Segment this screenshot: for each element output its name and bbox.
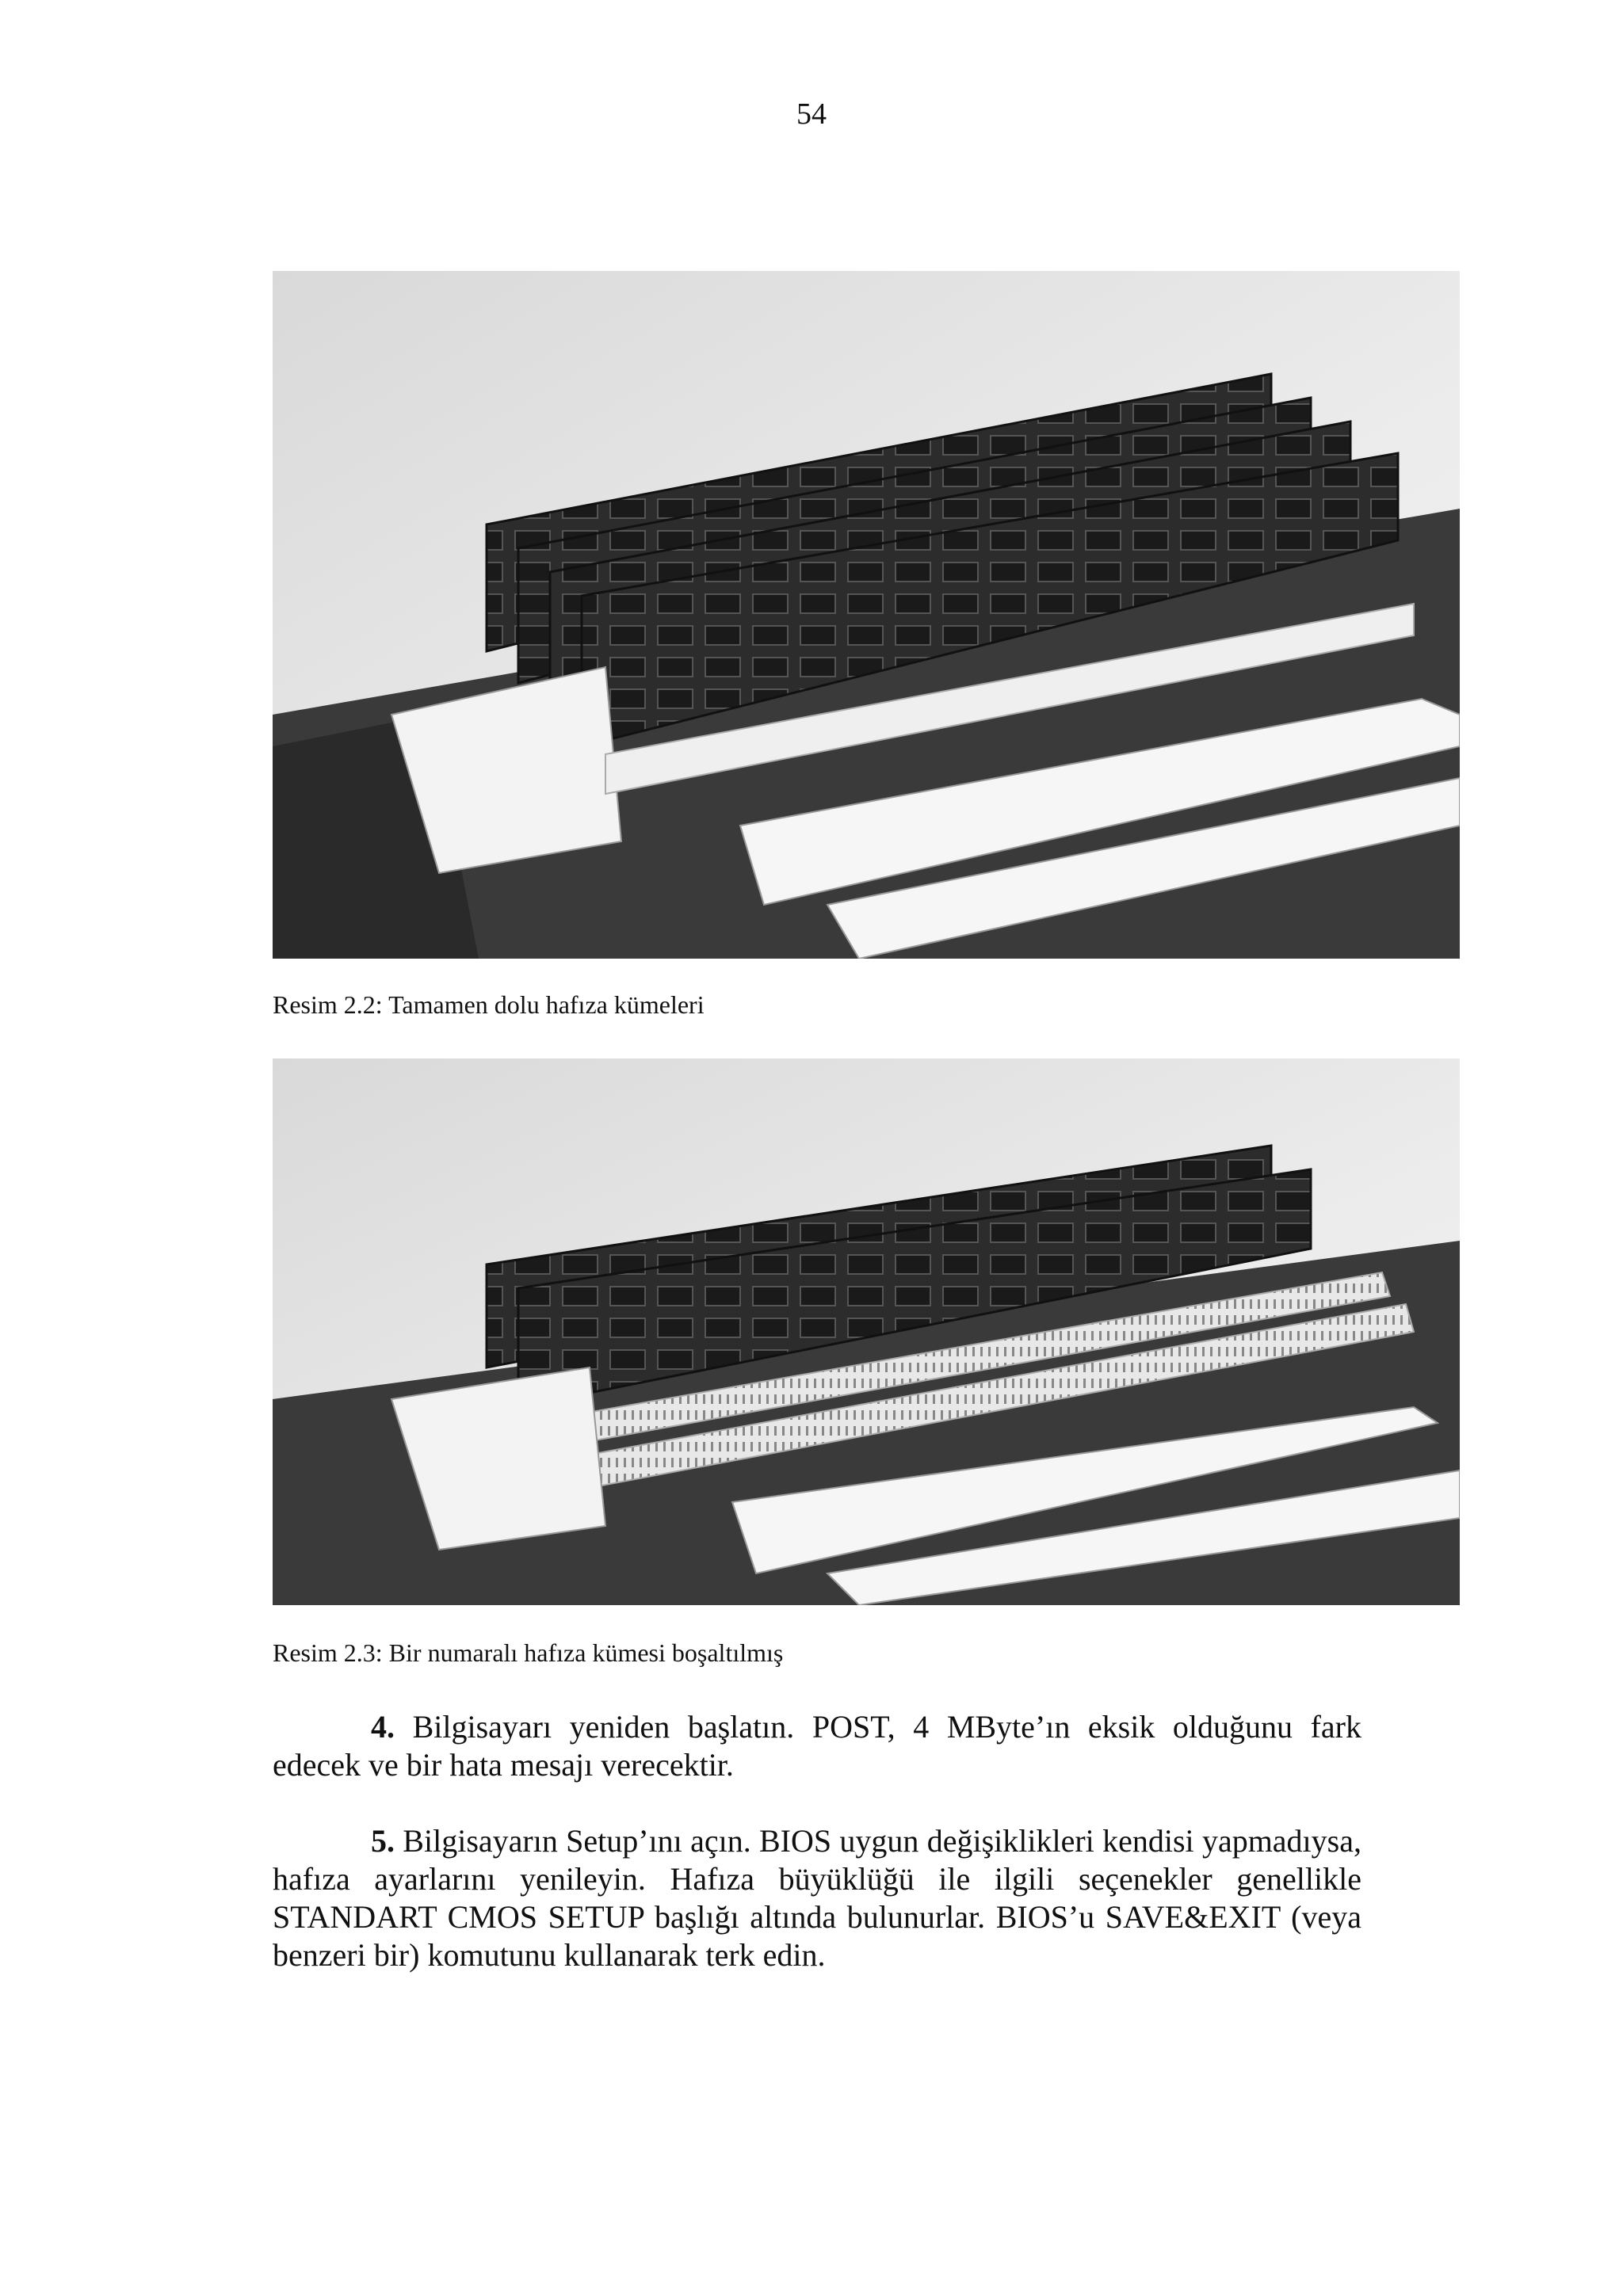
step-4-paragraph [273,1708,1361,1784]
step-5-paragraph [273,1822,1361,1974]
memory-bank-emptied-photo [273,1058,1460,1605]
step-number: 4. [371,1709,395,1745]
page-number: 54 [796,97,827,131]
figure-caption: Resim 2.3: Bir numaralı hafıza kümesi boşaltılmış [273,1638,784,1667]
memory-banks-full-photo [273,271,1460,959]
step-text: Bilgisayarı yeniden başlatın. POST, 4 MByte’ın eksik olduğunu fark edecek ve bir hata mesajı verecektir. [273,1709,1362,1783]
figure-caption: Resim 2.2: Tamamen dolu hafıza kümeleri [273,990,705,1019]
step-number: 5. [371,1823,395,1859]
step-text: Bilgisayarın Setup’ını açın. BIOS uygun değişiklikleri kendisi yapmadıysa, hafıza ayarlarını yenileyin. Hafıza büyüklüğü ile ilgili seçenekler genellikle STANDART CMOS SETUP başlığı altında bulunurlar. BIOS’u SAVE&EXIT (veya benzeri bir) komutunu kullanarak terk edin. [273,1823,1361,1973]
